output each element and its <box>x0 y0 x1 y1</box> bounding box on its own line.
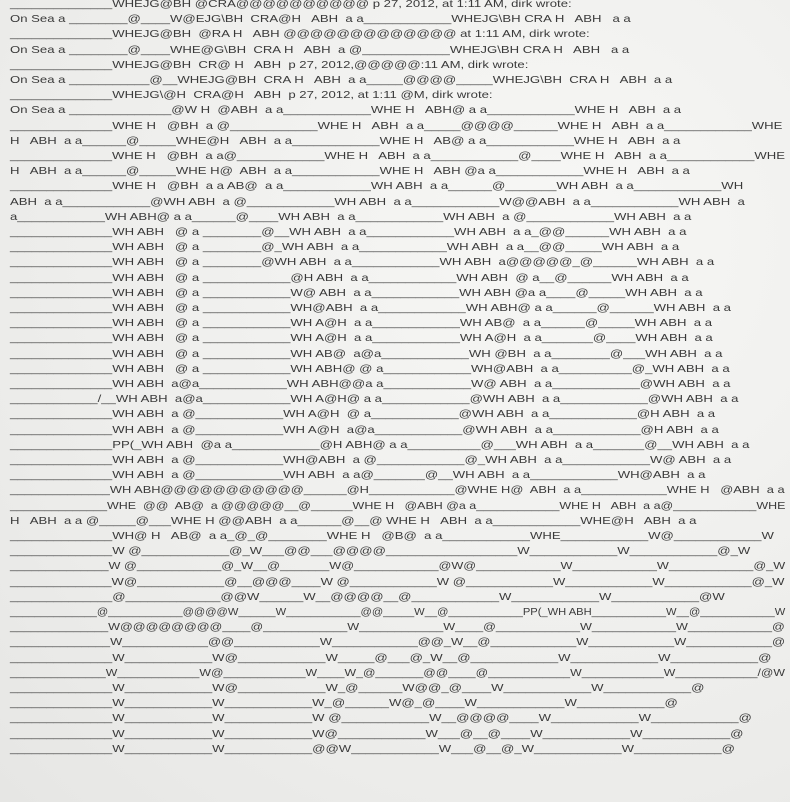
text-line: ______________W @____________@_W__@_______W@____________@W@____________W____________W____________@_W <box>10 560 786 573</box>
text-line: ______________WH ABH @ a ________@_WH ABH a a____________WH ABH a a__@@_____WH ABH a a <box>10 241 680 254</box>
text-line: ______________WH ABH @ a ____________WH AB@ a@a____________WH @BH a a________@___WH ABH a a <box>10 347 723 360</box>
text-line: ______________WHE @@ AB@ a @@@@@__@______WHE H @ABH @a a____________WHE H ABH a a@____________WHE <box>10 499 786 512</box>
text-line: ______________WH ABH a @____________WH@ABH a @____________@_WH ABH a a____________W@ ABH a a <box>10 454 732 466</box>
text-line: On Sea a ________@____W@EJG\BH CRA@H ABH a a____________WHEJG\BH CRA H ABH a a <box>10 13 631 26</box>
text-line: ______________WHE H @BH a a@____________WHE H ABH a a____________@____WHE H ABH a a____________WHE <box>10 150 785 162</box>
text-line: ______________WH ABH a@a____________WH ABH@@a a____________W@ ABH a a____________@WH ABH a a <box>10 378 731 390</box>
text-line: On Sea a ___________@__WHEJG@BH CRA H ABH a a_____@@@@_____WHEJG\BH CRA H ABH a a <box>10 74 673 86</box>
text-line: ______________WH ABH @ a ____________WH ABH@ @ a____________WH@ABH a a__________@_WH ABH a a <box>10 362 730 375</box>
text-line: ______________W____________W@____________W_____@___@_W__@____________W____________W____________@ <box>10 651 772 664</box>
text-line: ______________WH ABH @ a ____________WH@ABH a a____________WH ABH@ a a______@______WH ABH a a <box>10 302 731 314</box>
text-line: ______________W____________@@____________W____________@@_W__@____________W____________W____________@ <box>10 636 786 649</box>
text-line: ______________W@____________@__@@@____W @____________W @____________W____________W____________@_W <box>10 575 785 588</box>
text-line: ______________WHEJG@BH CR@ H ABH p 27, 2012,@@@@@:11 AM, dirk wrote: <box>10 58 529 71</box>
text-line: ______________W____________W@____________W_@______W@@_@____W____________W____________@ <box>10 682 705 694</box>
text-line: ______________WH ABH @ a ____________W@ ABH a a____________WH ABH @a a____@_____WH ABH a a <box>10 286 703 299</box>
text-line: ____________/__WH ABH a@a____________WH A@H@ a a____________@WH ABH a a____________@WH ABH a a <box>10 393 739 406</box>
text-line: H ABH a a______@_____WHE@H ABH a a____________WHE H AB@ a a____________WHE H ABH a a <box>10 134 681 147</box>
text-line: H ABH a a @_____@___WHE H @@ABH a a______@__@ WHE H ABH a a____________WHE@H ABH a a <box>10 514 697 527</box>
text-line: ______________WH ABH @ a ____________@H ABH a a____________WH ABH @ a__@______WH ABH a a <box>10 271 689 284</box>
text-line: ______________WHEJG@BH @RA H ABH @@@@@@@@@@@@@ at 1:11 AM, dirk wrote: <box>10 28 590 41</box>
text-line: On Sea a ______________@W H @ABH a a____________WHE H ABH@ a a____________WHE H ABH a a <box>10 104 682 117</box>
text-line: ______________WH ABH a @____________WH ABH a a@_______@__WH ABH a a____________WH@ABH a a <box>10 469 706 482</box>
text-line: ______________WH ABH @ a ________@WH ABH a a____________WH ABH a@@@@@_@______WH ABH a a <box>10 256 715 269</box>
text-line: ______________WH ABH a @____________WH A@H @ a____________@WH ABH a a____________@H ABH a a <box>10 408 716 421</box>
text-line: H ABH a a______@_____WHE H@ ABH a a____________WHE H ABH @a a____________WHE H ABH a a <box>10 165 690 178</box>
text-line: ______________WH ABH@@@@@@@@@@@______@H____________@WHE H@ ABH a a____________WHE H @ABH a a <box>10 484 785 497</box>
text-line: ______________W____________W____________@@W____________W___@__@_W____________W____________@ <box>10 742 735 755</box>
text-line: ______________WHE H @BH a @____________WHE H ABH a a_____@@@@______WHE H ABH a a____________WHE <box>10 119 783 132</box>
text-line: ______________W@@@@@@@@____@____________W____________W____@____________W____________W____________@ <box>10 621 785 634</box>
text-line: ______________WH ABH @ a ________@__WH ABH a a____________WH ABH a a_@@______WH ABH a a <box>10 226 687 238</box>
text-line: ______________W____________W____________W @____________W__@@@@____W____________W____________@ <box>10 712 752 725</box>
text-line: ______________WH ABH @ a ____________WH A@H a a____________WH A@H a a_______@____WH ABH a a <box>10 332 713 345</box>
text-line: a____________WH ABH@ a a______@____WH ABH a a____________WH ABH a @____________WH ABH a a <box>10 210 692 223</box>
text-line: ______________@_____________@@W______W__@@@@__@____________W____________W____________@W <box>10 590 725 603</box>
text-line: ______________W____________W____________W_@______W@_@____W____________W____________@ <box>10 697 678 710</box>
text-line: ABH a a____________@WH ABH a @____________WH ABH a a____________W@@ABH a a____________WH ABH a <box>10 195 745 208</box>
text-line: ______________WH ABH a @____________WH A@H a@a____________@WH ABH a a____________@H ABH a a <box>10 423 719 436</box>
text-line: ______________WHEJG@BH @CRA@@@@@@@@@@ p 27, 2012, at 1:11 AM, dirk wrote: <box>10 0 572 10</box>
text-line: ______________WHEJG\@H CRA@H ABH p 27, 2012, at 1:11 @M, dirk wrote: <box>10 89 493 102</box>
text-line: ______________@____________@@@@W______W____________@@_____W__@____________PP(_WH ABH____________W__@____________W <box>10 606 786 618</box>
text-line: ______________W @____________@_W___@@___@@@@__________________W____________W____________@_W <box>10 545 751 558</box>
text-line: On Sea a ________@____WHE@G\BH CRA H ABH a @____________WHEJG\BH CRA H ABH a a <box>10 43 630 56</box>
text-line: ______________PP(_WH ABH @a a____________@H ABH@ a a__________@___WH ABH a a_______@__WH ABH a a <box>10 438 750 451</box>
text-line: ______________W____________W____________W@____________W___@__@____W____________W____________@ <box>10 727 744 740</box>
text-line: ______________W____________W@____________W____W_@_______@@____@____________W____________W____________/@W <box>10 666 785 679</box>
text-line: ______________WH@ H AB@ a a_@_@________WHE H @B@ a a____________WHE____________W@____________W <box>10 530 774 542</box>
text-line: ______________WH ABH @ a ____________WH A@H a a____________WH AB@ a a______@_____WH ABH a a <box>10 317 712 330</box>
text-line: ______________WHE H @BH a a AB@ a a____________WH ABH a a______@_______WH ABH a a____________WH <box>10 180 744 193</box>
